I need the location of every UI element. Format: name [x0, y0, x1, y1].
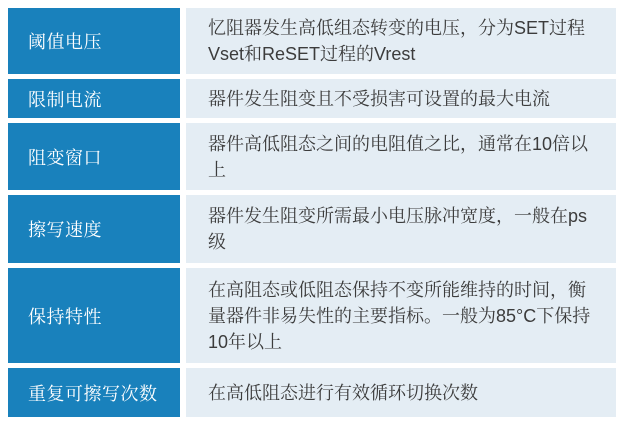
description-text: 器件发生阻变所需最小电压脉冲宽度，一般在ps级 — [208, 206, 588, 252]
description-text: 在高低阻态进行有效循环切换次数 — [208, 382, 478, 403]
term-label: 保持特性 — [28, 306, 102, 327]
term-label: 阈值电压 — [28, 32, 102, 52]
description-cell — [186, 8, 616, 74]
term-cell — [8, 123, 180, 190]
description-cell — [186, 123, 616, 190]
term-cell — [8, 195, 180, 263]
description-cell — [186, 195, 616, 263]
term-label: 擦写速度 — [28, 220, 102, 240]
description-text: 器件高低阻态之间的电阻值之比，通常在10倍以上 — [208, 133, 589, 180]
description-text: 在高阻态或低阻态保持不变所能维持的时间，衡量器件非易失性的主要指标。一般为85°C下保持10年以上 — [208, 279, 591, 352]
description-cell — [186, 79, 616, 118]
term-label: 限制电流 — [28, 89, 102, 110]
description-text: 忆阻器发生高低组态转变的电压，分为SET过程Vset和ReSET过程的Vrest — [208, 18, 586, 64]
description-text: 器件发生阻变且不受损害可设置的最大电流 — [208, 88, 550, 109]
term-label: 重复可擦写次数 — [28, 383, 158, 404]
term-label: 阻变窗口 — [28, 147, 102, 168]
term-cell — [8, 268, 180, 363]
term-cell — [8, 8, 180, 74]
term-cell — [8, 368, 180, 417]
description-cell — [186, 368, 616, 417]
description-cell — [186, 268, 616, 363]
term-cell — [8, 79, 180, 118]
